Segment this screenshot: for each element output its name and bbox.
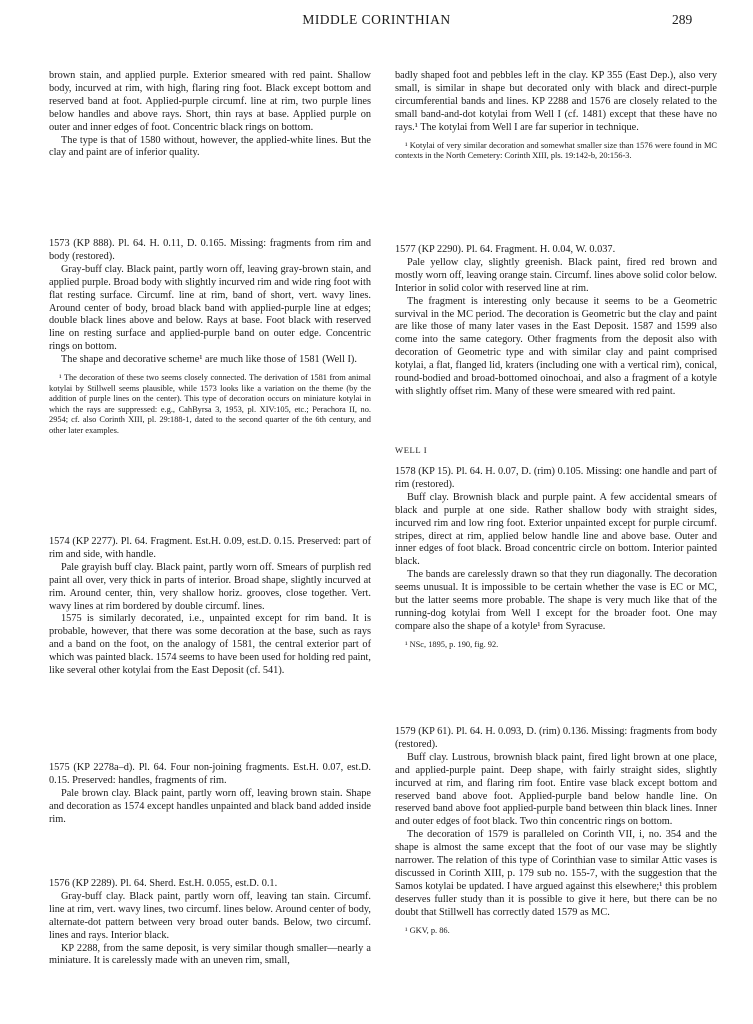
continued-footnote: ¹ Kotylai of very similar decoration and somewhat smaller size than 1576 were found in MC contexts in the North Cemetery: Corinth XIII, pls. 19:142-b, 20:156-3. bbox=[395, 140, 717, 161]
section-heading-well-1: WELL I bbox=[395, 445, 428, 455]
entry-1579-body: Buff clay. Lustrous, brownish black paint, fired light brown at one place, and applied-purple paint. Deep shape, with fairly straight sides, slightly incurved at rim, and flaring rim foot. Entire vase black except bottom and reserved band above foot. Applied-purple band below handle line. On reserved band above foot applied-purple band between thin black lines. Inner and outer edges of foot black. Two thin concentric rings on bottom. bbox=[395, 751, 717, 828]
running-header-title: MIDDLE CORINTHIAN bbox=[302, 12, 451, 27]
entry-1578-note: The bands are carelessly drawn so that they run diagonally. The decoration seems unusual. It is impossible to be certain whether the vase is EC or MC, but the latter seems more probable. The shape is very much like that of the running-dog kotylai from Well I except for the broader foot. One may compare also the shape of a kotyle¹ from Syracuse. bbox=[395, 569, 717, 632]
entry-1579-head: 1579 (KP 61). Pl. 64. H. 0.093, D. (rim) 0.136. Missing: fragments from body (restored). bbox=[395, 726, 717, 750]
entry-1574-body: Pale grayish buff clay. Black paint, partly worn off. Smears of purplish red paint all over, very thick in parts of interior. Broad shape, slightly incurved at rim. Around center, thin, very shallow horiz. grooves, close together. Vert. wavy lines at rim bordered by double circumf. lines. bbox=[49, 561, 371, 612]
entry-1576-note: KP 2288, from the same deposit, is very similar though smaller—nearly a miniature. It is carelessly made with an uneven rim, small, bbox=[49, 942, 371, 967]
continued-paragraph: badly shaped foot and pebbles left in the clay. KP 355 (East Dep.), also very small, is similar in shape but decorated only with black and direct-purple circumferential bands and lines. KP 2288 and 1576 are closely related to the small band-and-dot kotylai from Well I (cf. 1481) except that these have no rays.¹ The kotylai from Well I are far superior in technique. bbox=[395, 70, 717, 133]
intro-paragraph: brown stain, and applied purple. Exterior smeared with red paint. Shallow body, incurved at rim, with high, flaring ring foot. Black except bottom and reserved band at foot. Applied-purple circumf. line at rim, two purple lines below handles and above rays. Short, thin rays at base. Applied purple on outer and inner edges of foot. Concentric black rings on bottom. bbox=[49, 70, 371, 133]
entry-1576-body: Gray-buff clay. Black paint, partly worn off, leaving tan stain. Circumf. line at rim, vert. wavy lines, two circumf. lines below. Around center of body, alternate-dot pattern between very broad outer bands. Below, two circumf. lines and rays. Interior black. bbox=[49, 890, 371, 941]
entry-1577-note: The fragment is interesting only because it seems to be a Geometric survival in the MC period. The decoration is Geometric but the clay and paint are like those of many later vases in the East Deposit. 1587 and 1599 also come into the same category. Other fragments from the deposit also with decoration of Geometric type and with similar clay and paint comprised kotylai, a flat, flanged lid, kraters (including one with a vertical rim), conical, round-bodied and broad-bottomed oinochoai, and also a fragment of a kotyle with slightly offset rim. Many of these were smeared with red paint. bbox=[395, 295, 717, 397]
entry-1573-body: Gray-buff clay. Black paint, partly worn off, leaving gray-brown stain, and applied purple. Broad body with slightly incurved rim and wide ring foot with flat resting surface. Circumf. line at rim, band of short, vert. wavy lines. Around center of body, broad black band with applied-purple line at edges; double black lines above and below. Rays at base. Foot black with reserved line on resting surface and applied-purple band on outer edge. Concentric rings on bottom. bbox=[49, 263, 371, 353]
entry-1574-note: 1575 is similarly decorated, i.e., unpainted except for rim band. It is probable, however, that there was some decoration at the base, such as rays and a band on the foot, on the analogy of 1581, the central exterior part of which was painted black. 1574 seems to have been used for holding red paint, like several other kotylai from the East Deposit (cf. 541). bbox=[49, 613, 371, 677]
entry-1577-body: Pale yellow clay, slightly greenish. Black paint, fired red brown and mostly worn off, leaving orange stain. Circumf. lines above solid color below. Interior in solid color with reserved line at rim. bbox=[395, 256, 717, 294]
left-column bbox=[49, 70, 371, 1010]
entry-1573-head: 1573 (KP 888). Pl. 64. H. 0.11, D. 0.165. Missing: fragments from rim and body (restored). bbox=[49, 238, 371, 262]
entry-1576-head: 1576 (KP 2289). Pl. 64. Sherd. Est.H. 0.055, est.D. 0.1. bbox=[49, 878, 278, 889]
entry-1578-head: 1578 (KP 15). Pl. 64. H. 0.07, D. (rim) 0.105. Missing: one handle and part of rim (restored). bbox=[395, 466, 717, 490]
entry-1577-head: 1577 (KP 2290). Pl. 64. Fragment. H. 0.04, W. 0.037. bbox=[395, 244, 616, 255]
entry-1573-footnote: ¹ The decoration of these two seems closely connected. The derivation of 1581 from animal kotylai by Stillwell seems plausible, while 1573 looks like a variation on the theme (by the addition of purple lines on the center). This type of decoration occurs on miniature kotylai in which the rays are suppressed: e.g., CahByrsa 3, 1953, pl. XIV:105, etc.; Perachora II, no. 2954; cf. also Corinth XIII, pl. 29:188-1, dated to the second quarter of the 6th century, and other later examples. bbox=[49, 373, 371, 436]
right-column bbox=[395, 70, 717, 1010]
entry-1573-note: The shape and decorative scheme¹ are much like those of 1581 (Well I). bbox=[61, 354, 357, 366]
entry-1574-head: 1574 (KP 2277). Pl. 64. Fragment. Est.H. 0.09, est.D. 0.15. Preserved: part of rim and side, with handle. bbox=[49, 536, 371, 560]
entry-1575-head: 1575 (KP 2278a–d). Pl. 64. Four non-joining fragments. Est.H. 0.07, est.D. 0.15. Preserved: handles, fragments of rim. bbox=[49, 762, 371, 786]
page-number: 289 bbox=[672, 12, 693, 27]
entry-1578-footnote: ¹ NSc, 1895, p. 190, fig. 92. bbox=[405, 639, 499, 649]
entry-1578-body: Buff clay. Brownish black and purple paint. A few accidental smears of black and purple at one side. Rather shallow body with straight sides, incurved rim and low ring foot. Exterior unpainted except for purple circumf. stripes, direct at rim, applied below handle line and above base. Outer and inner edges of foot black. Broad concentric circle on bottom. Interior painted black. bbox=[395, 491, 717, 568]
entry-1575-body: Pale brown clay. Black paint, partly worn off, leaving brown stain. Shape and decoration as 1574 except handles unpainted and black band added inside rim. bbox=[49, 787, 371, 825]
entry-1579-footnote: ¹ GKV, p. 86. bbox=[405, 925, 450, 935]
entry-1579-note: The decoration of 1579 is paralleled on Corinth VII, i, no. 354 and the shape is almost the same except that the foot of our vase may be slightly narrower. The relation of this type of Corinthian vase to similar Attic vases is discussed in Corinth XIII, p. 179 sub no. 155-7, with the suggestion that the Samos kotylai be updated. I have argued against this elsewhere;¹ this problem deserves fuller study than it is possible to give it here, but there can be no doubt that Stillwell has correctly dated 1579 as MC. bbox=[395, 829, 717, 918]
intro-type-note: The type is that of 1580 without, however, the applied-white lines. But the clay and paint are of inferior quality. bbox=[49, 134, 371, 159]
